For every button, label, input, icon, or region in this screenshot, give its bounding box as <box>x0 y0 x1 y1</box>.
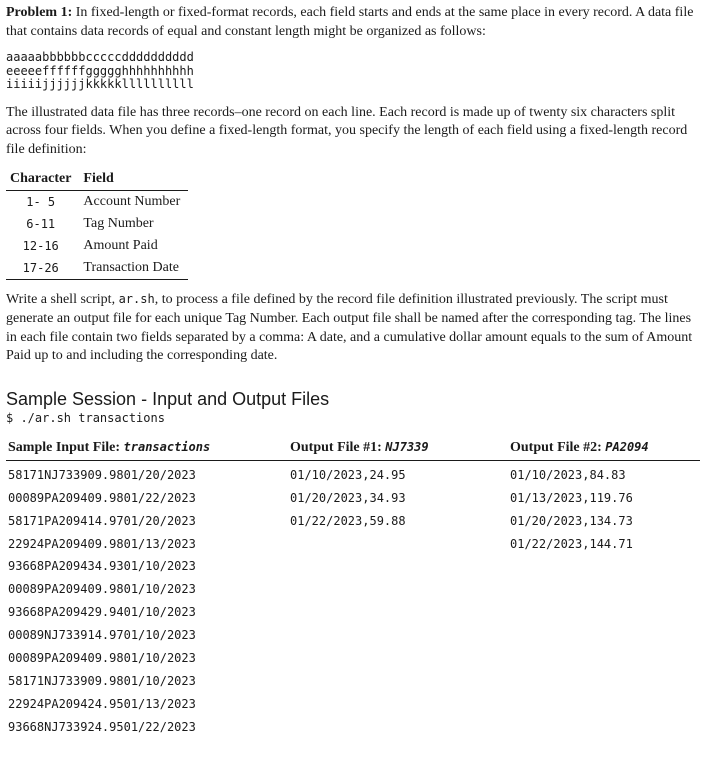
character-range: 17-26 <box>6 257 79 280</box>
output-file-2-header <box>510 438 649 457</box>
list-item: 01/20/2023,134.73 <box>510 513 633 528</box>
output-file-2-lines <box>510 464 649 556</box>
character-range: 12-16 <box>22 238 59 253</box>
list-item: 93668PA209434.9301/10/2023 <box>8 559 196 574</box>
files-section <box>6 438 700 758</box>
list-item: 00089PA209409.9801/10/2023 <box>8 582 196 597</box>
problem-label: Problem 1: <box>6 5 73 20</box>
output1-header-label: Output File #1: <box>290 439 386 455</box>
input-file-column <box>8 438 210 739</box>
sample-record-line: iiiiijjjjjjkkkkkllllllllll <box>6 77 194 92</box>
table-row <box>6 213 188 235</box>
list-item: 93668PA209429.9401/10/2023 <box>8 605 196 620</box>
document-page <box>6 4 700 758</box>
input-header-label: Sample Input File: <box>8 439 124 455</box>
section-title: Sample Session - Input and Output Files <box>6 388 330 409</box>
input-file-lines <box>8 464 210 739</box>
list-item: 01/10/2023,84.83 <box>510 467 626 482</box>
list-item: 00089NJ733914.9701/10/2023 <box>8 628 196 643</box>
script-name: ar.sh <box>118 292 155 307</box>
list-item: 01/22/2023,59.88 <box>290 513 406 528</box>
list-item: 01/10/2023,24.95 <box>290 467 406 482</box>
command-line: $ ./ar.sh transactions <box>6 410 165 425</box>
output2-file-name: PA2094 <box>605 439 649 454</box>
field-name: Amount Paid <box>83 237 158 253</box>
output-file-1-column <box>290 438 429 533</box>
field-name: Transaction Date <box>79 257 188 280</box>
list-item: 22924PA209409.9801/13/2023 <box>8 536 196 551</box>
input-file-name: transactions <box>123 439 211 454</box>
list-item: 01/20/2023,34.93 <box>290 490 406 505</box>
character-range: 1- 5 <box>26 194 56 209</box>
column-header-character: Character <box>6 169 79 191</box>
problem-intro-text: In fixed-length or fixed-format records, each field starts and ends at the same place in every record. A data file that contains data records of equal and constant length might be organized as follows: <box>6 5 694 39</box>
input-file-header <box>8 438 210 457</box>
list-item: 93668NJ733924.9501/22/2023 <box>8 719 196 734</box>
list-item: 22924PA209424.9501/13/2023 <box>8 696 196 711</box>
sample-record-line: eeeeeffffffggggghhhhhhhhhh <box>6 63 194 78</box>
character-range: 6-11 <box>26 216 56 231</box>
table-row <box>6 235 188 257</box>
output-file-2-column <box>510 438 649 556</box>
column-header-field: Field <box>79 169 188 191</box>
list-item: 00089PA209409.9801/22/2023 <box>8 490 196 505</box>
output2-header-label: Output File #2: <box>510 439 606 455</box>
field-name: Account Number <box>83 193 181 209</box>
output-file-1-header <box>290 438 429 457</box>
table-row <box>6 191 188 214</box>
output1-file-name: NJ7339 <box>385 439 429 454</box>
task-text-b: , to process a file defined by the record file definition illustrated previously. The script must generate an output file for each unique Tag Number. Each output file shall be named after the corresponding tag. The lines in each file contain two fields separated by a comma: A date, and a cumulative dollar amount equals to the sum of Amount Paid up to and including the corresponding date. <box>6 292 693 364</box>
list-item: 01/13/2023,119.76 <box>510 490 633 505</box>
list-item: 01/22/2023,144.71 <box>510 536 633 551</box>
list-item: 58171PA209414.9701/20/2023 <box>8 513 196 528</box>
field-name: Tag Number <box>83 215 154 231</box>
sample-record-block <box>6 51 700 92</box>
description-paragraph: The illustrated data file has three records–one record on each line. Each record is made up of twenty six characters split across four fields. When you define a fixed-length format, you specify the length of each field using a fixed-length record file definition: <box>6 104 688 157</box>
task-text-a: Write a shell script, <box>6 292 119 308</box>
output-file-1-lines <box>290 464 429 533</box>
record-definition-table <box>6 169 188 280</box>
sample-record-line: aaaaabbbbbbcccccdddddddddd <box>6 50 194 65</box>
task-paragraph <box>6 290 700 365</box>
table-row <box>6 257 188 280</box>
list-item: 00089PA209409.9801/10/2023 <box>8 651 196 666</box>
problem-intro <box>6 4 700 41</box>
list-item: 58171NJ733909.9801/10/2023 <box>8 674 196 688</box>
list-item: 58171NJ733909.9801/20/2023 <box>8 467 196 482</box>
